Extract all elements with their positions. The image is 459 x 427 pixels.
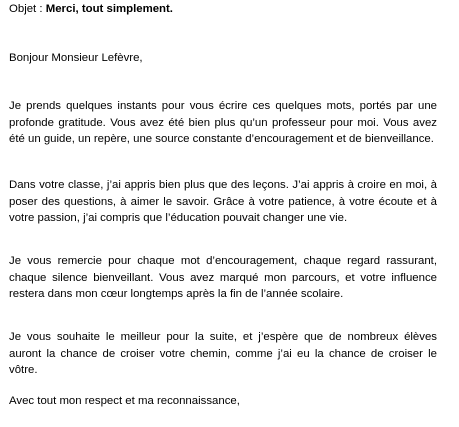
subject-text: Merci, tout simplement.	[45, 3, 173, 15]
paragraph-gratitude: Je prends quelques instants pour vous écrire ces quelques mots, portés par une profonde gratitude. Vous avez été bien plus qu’un professeur pour moi. Vous avez été un guide, un repère, une source constante d’encouragement et de bienveillance.	[9, 100, 437, 145]
paragraph-wishes: Je vous souhaite le meilleur pour la suite, et j’espère que de nombreux élèves auront la chance de croiser votre chemin, comme j’ai eu la chance de croiser le vôtre.	[9, 331, 437, 376]
paragraph-thanks: Je vous remercie pour chaque mot d’encouragement, chaque regard rassurant, chaque silence bienveillant. Vous avez marqué mon parcours, et votre influence restera dans mon cœur longtemps après la fin de l’année scolaire.	[9, 255, 437, 300]
subject-line	[9, 2, 173, 16]
paragraph-classroom: Dans votre classe, j’ai appris bien plus que des leçons. J’ai appris à croire en moi, à poser des questions, à aimer le savoir. Grâce à votre patience, à votre écoute et à votre passion, j’ai compris que l’éducation pouvait changer une vie.	[9, 179, 437, 224]
closing-line: Avec tout mon respect et ma reconnaissance,	[9, 395, 240, 407]
subject-prefix: Objet :	[9, 3, 46, 15]
greeting: Bonjour Monsieur Lefèvre,	[9, 52, 143, 64]
